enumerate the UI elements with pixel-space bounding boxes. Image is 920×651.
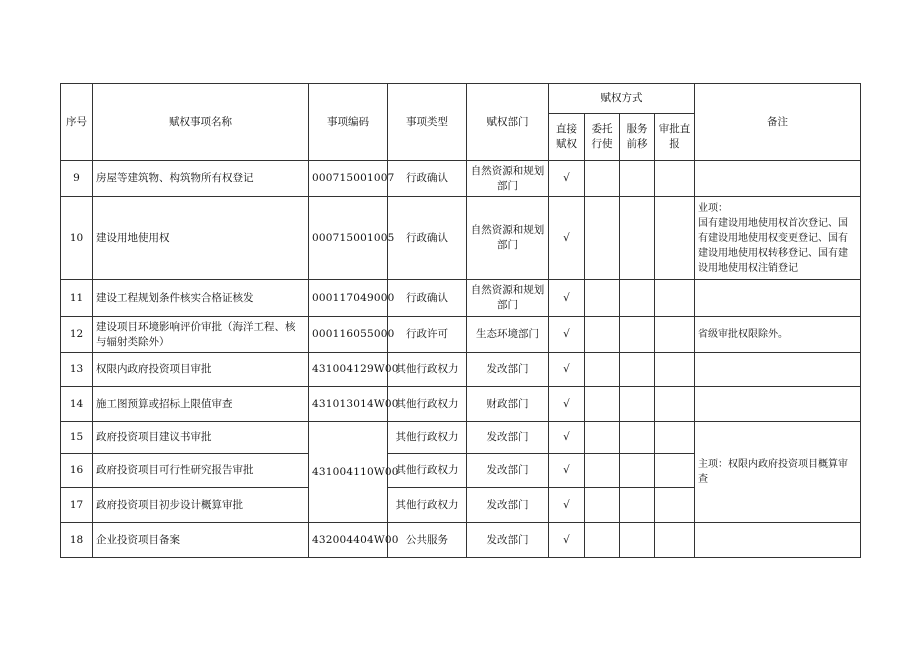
- row-entrust-mark: [585, 422, 620, 454]
- table-row: [61, 523, 861, 558]
- row-name: 政府投资项目初步设计概算审批: [93, 488, 309, 523]
- row-direct-mark: √: [549, 488, 585, 523]
- row-remark: [695, 161, 861, 197]
- row-code: 000117049000: [309, 280, 388, 317]
- row-entrust-mark: [585, 523, 620, 558]
- row-name: 建设工程规划条件核实合格证核发: [93, 280, 309, 317]
- row-service-mark: [620, 161, 655, 197]
- row-name: 建设用地使用权: [93, 197, 309, 280]
- header-dept: 赋权部门: [467, 84, 549, 161]
- row-dept: 发改部门: [467, 523, 549, 558]
- header-method: 赋权方式: [549, 84, 695, 114]
- row-report-mark: [655, 197, 695, 280]
- header-report: 审批直报: [655, 114, 695, 161]
- row-type: 其他行政权力: [388, 387, 467, 422]
- row-dept: 发改部门: [467, 488, 549, 523]
- row-service-mark: [620, 280, 655, 317]
- row-remark: [695, 387, 861, 422]
- row-dept: 自然资源和规划部门: [467, 161, 549, 197]
- row-seq: 18: [61, 523, 93, 558]
- row-name: 政府投资项目建议书审批: [93, 422, 309, 454]
- row-seq: 14: [61, 387, 93, 422]
- row-dept: 自然资源和规划部门: [467, 280, 549, 317]
- row-code: 432004404W00: [309, 523, 388, 558]
- empowerment-table: [60, 83, 861, 558]
- row-entrust-mark: [585, 353, 620, 387]
- row-seq: 10: [61, 197, 93, 280]
- row-remark: [695, 353, 861, 387]
- row-entrust-mark: [585, 280, 620, 317]
- row-entrust-mark: [585, 454, 620, 488]
- header-entrust: 委托行使: [585, 114, 620, 161]
- table-row: [61, 280, 861, 317]
- row-report-mark: [655, 280, 695, 317]
- header-name: 赋权事项名称: [93, 84, 309, 161]
- header-service: 服务前移: [620, 114, 655, 161]
- row-seq: 16: [61, 454, 93, 488]
- header-direct: 直接赋权: [549, 114, 585, 161]
- row-entrust-mark: [585, 161, 620, 197]
- row-service-mark: [620, 454, 655, 488]
- row-type: 行政确认: [388, 280, 467, 317]
- row-report-mark: [655, 353, 695, 387]
- row-report-mark: [655, 387, 695, 422]
- row-seq: 11: [61, 280, 93, 317]
- row-name: 建设项目环境影响评价审批（海洋工程、核与辐射类除外）: [93, 317, 309, 353]
- table-row: [61, 422, 861, 454]
- row-direct-mark: √: [549, 422, 585, 454]
- row-name: 施工图预算或招标上限值审查: [93, 387, 309, 422]
- table-row: [61, 197, 861, 280]
- merged-remark-cell: 主项：权限内政府投资项目概算审查: [695, 422, 861, 523]
- table-row: [61, 387, 861, 422]
- header-type: 事项类型: [388, 84, 467, 161]
- row-dept: 自然资源和规划部门: [467, 197, 549, 280]
- row-type: 行政确认: [388, 197, 467, 280]
- header-row-1: [61, 84, 861, 114]
- row-dept: 发改部门: [467, 422, 549, 454]
- row-name: 企业投资项目备案: [93, 523, 309, 558]
- row-entrust-mark: [585, 197, 620, 280]
- row-service-mark: [620, 422, 655, 454]
- table-row: [61, 317, 861, 353]
- row-dept: 财政部门: [467, 387, 549, 422]
- row-seq: 12: [61, 317, 93, 353]
- row-service-mark: [620, 353, 655, 387]
- row-type: 其他行政权力: [388, 422, 467, 454]
- row-type: 行政许可: [388, 317, 467, 353]
- row-entrust-mark: [585, 317, 620, 353]
- row-code: 000715001007: [309, 161, 388, 197]
- row-service-mark: [620, 197, 655, 280]
- row-type: 公共服务: [388, 523, 467, 558]
- row-dept: 发改部门: [467, 454, 549, 488]
- row-dept: 发改部门: [467, 353, 549, 387]
- row-code: 000116055000: [309, 317, 388, 353]
- row-remark: 省级审批权限除外。: [695, 317, 861, 353]
- row-report-mark: [655, 488, 695, 523]
- row-direct-mark: √: [549, 353, 585, 387]
- header-seq: 序号: [61, 84, 93, 161]
- row-type: 其他行政权力: [388, 488, 467, 523]
- row-type: 行政确认: [388, 161, 467, 197]
- row-code: 431013014W00: [309, 387, 388, 422]
- row-report-mark: [655, 317, 695, 353]
- merged-code-cell: 431004110W00: [309, 422, 388, 523]
- row-service-mark: [620, 488, 655, 523]
- row-remark: 业项： 国有建设用地使用权首次登记、国有建设用地使用权变更登记、国有建设用地使用权转移登记、国有建设用地使用权注销登记: [695, 197, 861, 280]
- header-remark: 备注: [695, 84, 861, 161]
- row-direct-mark: √: [549, 280, 585, 317]
- row-report-mark: [655, 422, 695, 454]
- row-service-mark: [620, 387, 655, 422]
- row-type: 其他行政权力: [388, 454, 467, 488]
- row-direct-mark: √: [549, 161, 585, 197]
- row-direct-mark: √: [549, 387, 585, 422]
- row-service-mark: [620, 317, 655, 353]
- row-name: 房屋等建筑物、构筑物所有权登记: [93, 161, 309, 197]
- row-direct-mark: √: [549, 523, 585, 558]
- row-seq: 13: [61, 353, 93, 387]
- row-remark: [695, 280, 861, 317]
- row-remark: [695, 523, 861, 558]
- row-seq: 15: [61, 422, 93, 454]
- row-service-mark: [620, 523, 655, 558]
- table-row: [61, 161, 861, 197]
- row-report-mark: [655, 161, 695, 197]
- row-report-mark: [655, 454, 695, 488]
- header-code: 事项编码: [309, 84, 388, 161]
- row-name: 权限内政府投资项目审批: [93, 353, 309, 387]
- row-code: 431004129W00: [309, 353, 388, 387]
- row-name: 政府投资项目可行性研究报告审批: [93, 454, 309, 488]
- row-type: 其他行政权力: [388, 353, 467, 387]
- row-report-mark: [655, 523, 695, 558]
- row-direct-mark: √: [549, 197, 585, 280]
- row-code: 000715001005: [309, 197, 388, 280]
- row-direct-mark: √: [549, 317, 585, 353]
- row-direct-mark: √: [549, 454, 585, 488]
- row-seq: 17: [61, 488, 93, 523]
- row-dept: 生态环境部门: [467, 317, 549, 353]
- row-seq: 9: [61, 161, 93, 197]
- row-entrust-mark: [585, 387, 620, 422]
- table-row: [61, 353, 861, 387]
- row-entrust-mark: [585, 488, 620, 523]
